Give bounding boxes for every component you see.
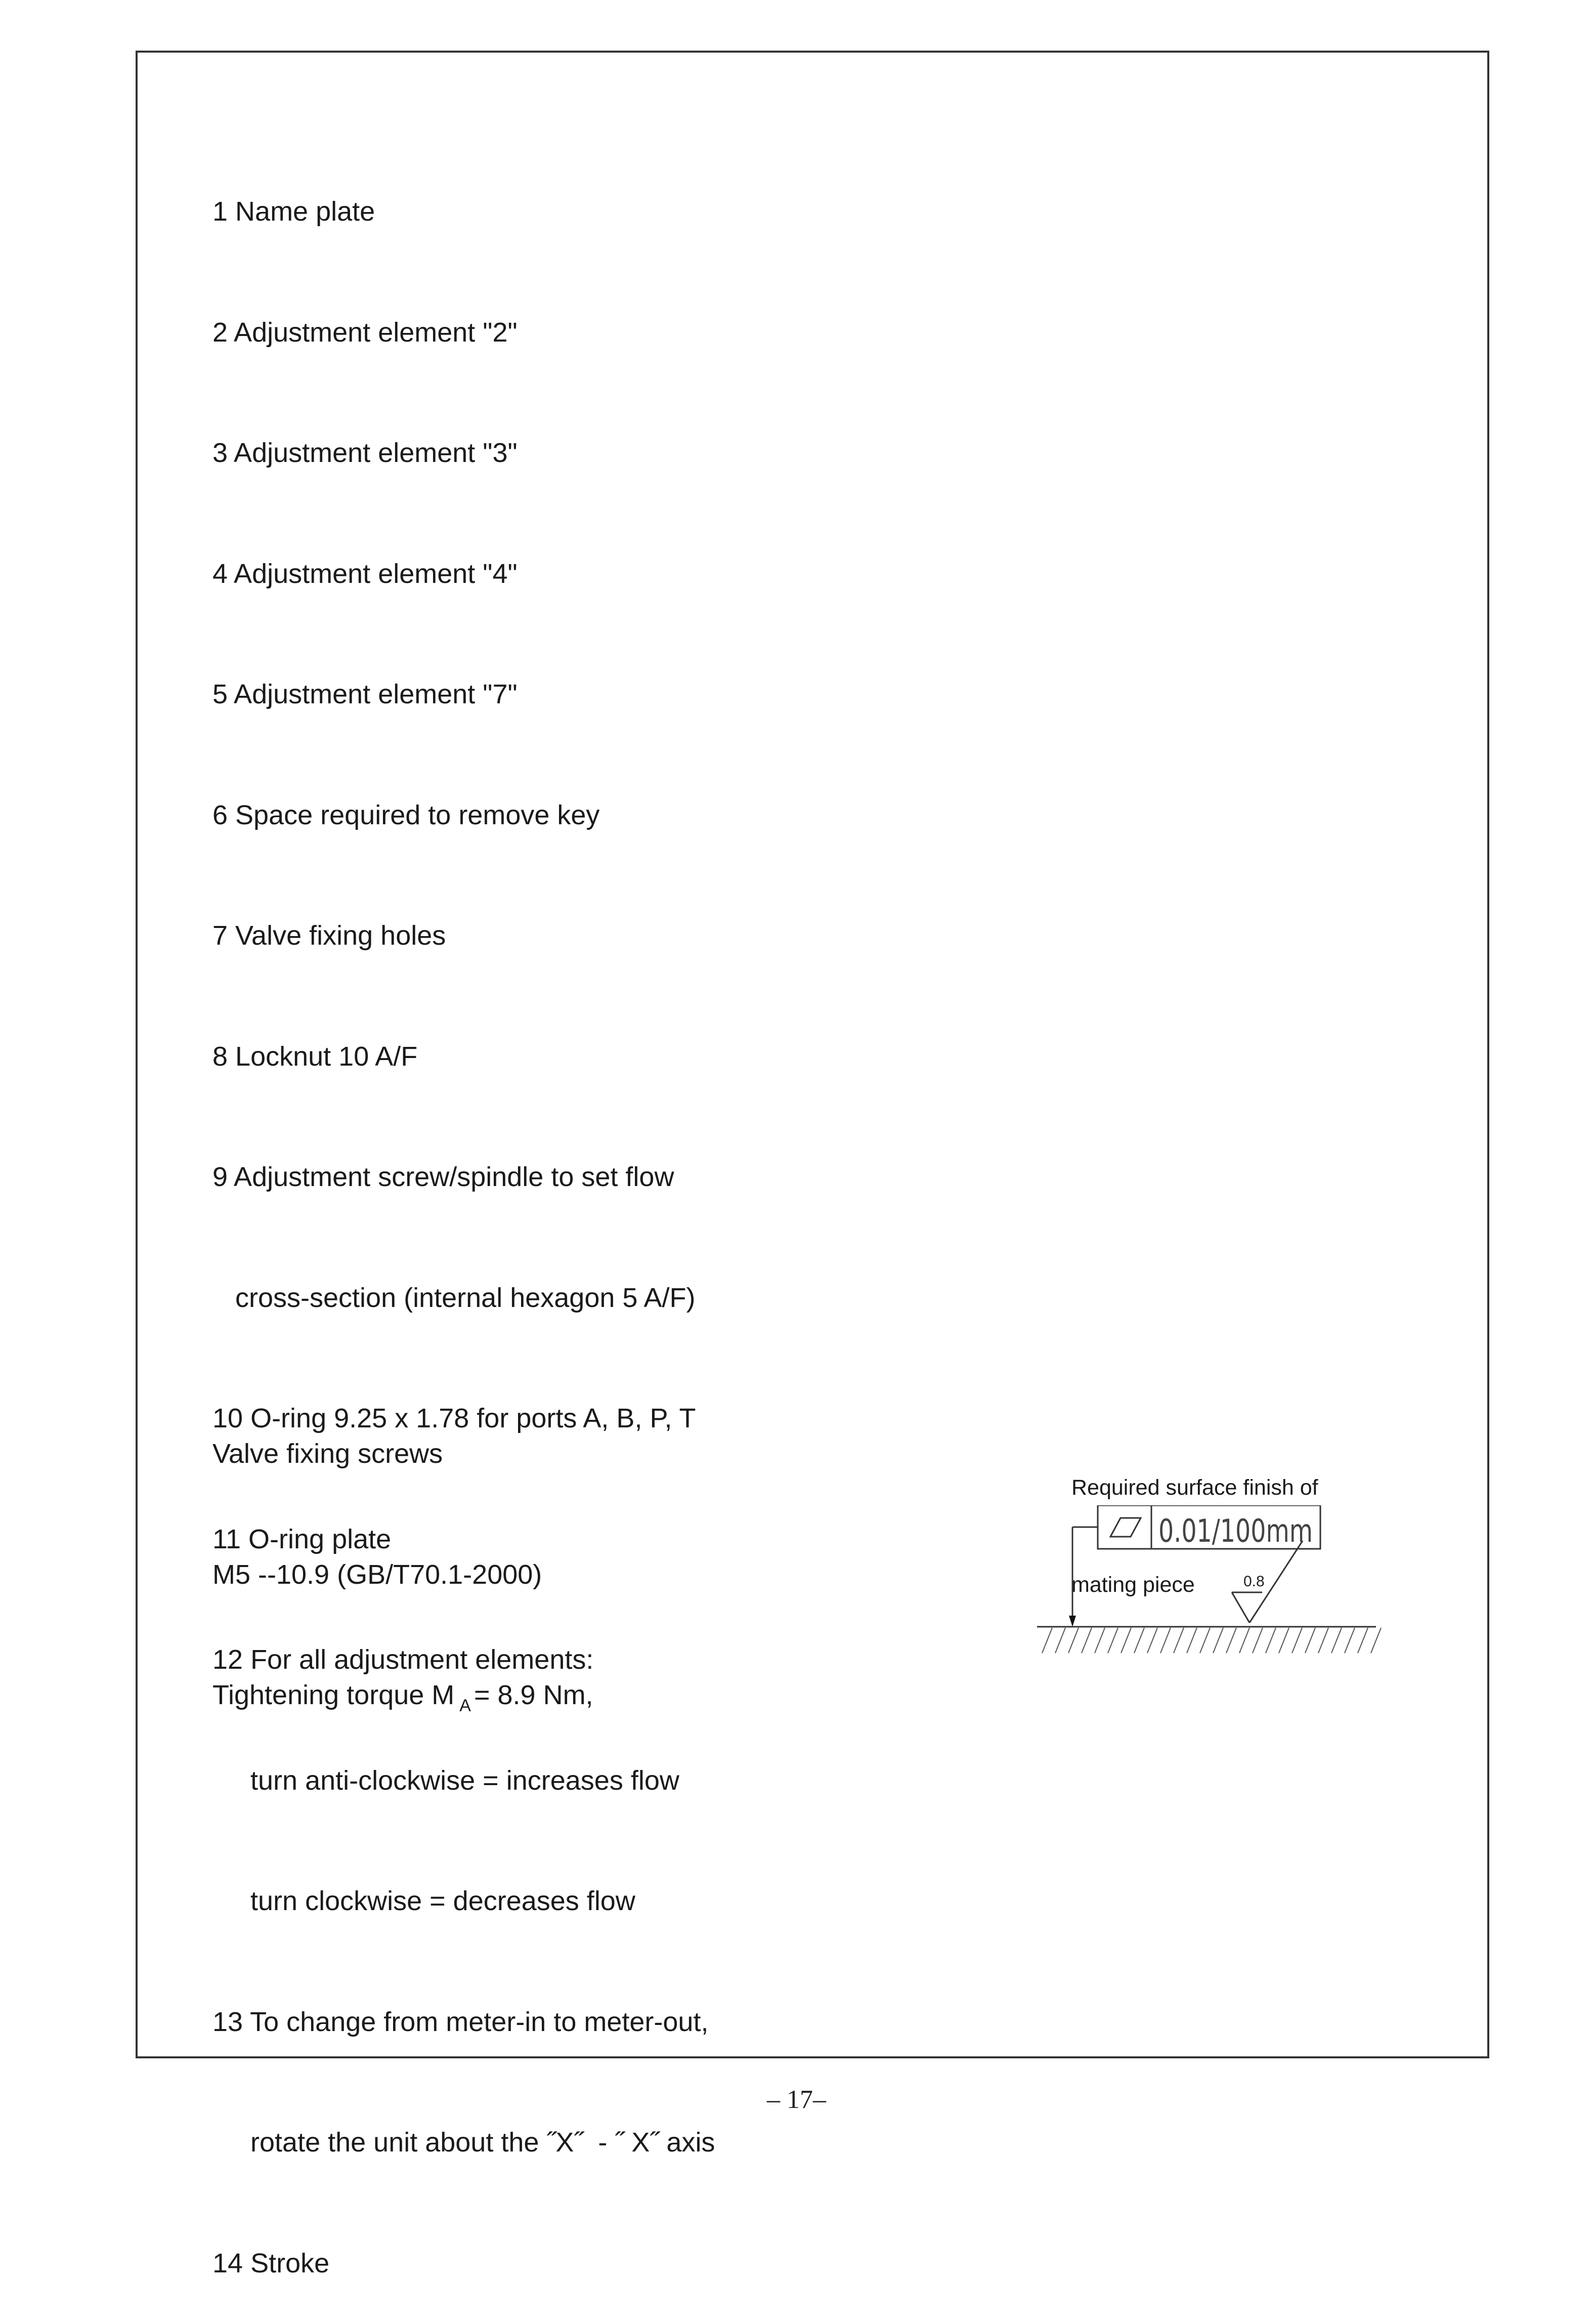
hatch-line bbox=[1345, 1628, 1355, 1653]
hatch-line bbox=[1200, 1628, 1210, 1653]
surface-hatching bbox=[1042, 1628, 1381, 1653]
legend-item: 8 Locknut 10 A/F bbox=[212, 1041, 418, 1072]
hatch-line bbox=[1292, 1628, 1302, 1653]
flatness-icon bbox=[1110, 1518, 1141, 1537]
legend-item: 9 Adjustment screw/spindle to set flow bbox=[212, 1162, 674, 1192]
legend-item: 7 Valve fixing holes bbox=[212, 920, 446, 951]
leader-arrow-icon bbox=[1069, 1616, 1076, 1627]
hatch-line bbox=[1358, 1628, 1368, 1653]
hatch-line bbox=[1318, 1628, 1328, 1653]
hatch-line bbox=[1187, 1628, 1197, 1653]
hatch-line bbox=[1174, 1628, 1184, 1653]
hatch-line bbox=[1160, 1628, 1171, 1653]
legend-item: 2 Adjustment element "2" bbox=[212, 317, 518, 348]
hatch-line bbox=[1331, 1628, 1342, 1653]
legend-item: 5 Adjustment element "7" bbox=[212, 679, 518, 709]
legend-item: 12 For all adjustment elements: bbox=[212, 1644, 594, 1675]
torque-suffix: = 8.9 Nm, bbox=[473, 1680, 593, 1710]
hatch-line bbox=[1042, 1628, 1052, 1653]
torque-subscript: A bbox=[459, 1696, 471, 1715]
hatch-line bbox=[1239, 1628, 1250, 1653]
hatch-line bbox=[1371, 1628, 1381, 1653]
screws-title: Valve fixing screws bbox=[212, 1439, 443, 1469]
hatch-line bbox=[1147, 1628, 1157, 1653]
screws-spec: M5 --10.9 (GB/T70.1-2000) bbox=[212, 1559, 542, 1590]
legend-item: 11 O-ring plate bbox=[212, 1524, 392, 1554]
hatch-line bbox=[1213, 1628, 1223, 1653]
hatch-line bbox=[1305, 1628, 1315, 1653]
hatch-line bbox=[1279, 1628, 1289, 1653]
legend-item-continuation: turn anti-clockwise = increases flow bbox=[212, 1765, 679, 1796]
caption-line-1: Required surface finish of bbox=[1071, 1475, 1318, 1500]
hatch-line bbox=[1226, 1628, 1236, 1653]
hatch-line bbox=[1134, 1628, 1144, 1653]
parts-legend bbox=[212, 111, 715, 2324]
legend-item-continuation: rotate the unit about the ˝X˝ - ˝ X˝ axis bbox=[212, 2127, 715, 2158]
hatch-line bbox=[1068, 1628, 1079, 1653]
legend-item-continuation: turn clockwise = decreases flow bbox=[212, 1886, 635, 1916]
legend-item: 3 Adjustment element "3" bbox=[212, 438, 518, 468]
torque-prefix: Tightening torque M bbox=[212, 1680, 455, 1710]
flatness-tolerance-value: 0.01/100mm bbox=[1158, 1512, 1313, 1549]
hatch-line bbox=[1108, 1628, 1118, 1653]
legend-item: 14 Stroke bbox=[212, 2248, 330, 2278]
surface-finish-symbol bbox=[1037, 1505, 1391, 1677]
tightening-torque bbox=[212, 1675, 593, 1716]
hatch-line bbox=[1095, 1628, 1105, 1653]
roughness-left-leg bbox=[1232, 1592, 1250, 1623]
hatch-line bbox=[1082, 1628, 1092, 1653]
legend-item: 4 Adjustment element "4" bbox=[212, 558, 518, 589]
hatch-line bbox=[1055, 1628, 1065, 1653]
caption-line-2: mating piece bbox=[1071, 1573, 1195, 1597]
hatch-line bbox=[1121, 1628, 1131, 1653]
legend-item: 13 To change from meter-in to meter-out, bbox=[212, 2006, 709, 2037]
page-number: – 17– bbox=[767, 2085, 826, 2114]
legend-item: 6 Space required to remove key bbox=[212, 799, 600, 830]
fixing-screws-spec bbox=[212, 1354, 593, 1756]
hatch-line bbox=[1253, 1628, 1263, 1653]
hatch-line bbox=[1266, 1628, 1276, 1653]
legend-item: 1 Name plate bbox=[212, 196, 375, 227]
legend-item-continuation: cross-section (internal hexagon 5 A/F) bbox=[212, 1282, 696, 1313]
legend-item: 10 O-ring 9.25 x 1.78 for ports A, B, P, T bbox=[212, 1403, 696, 1433]
roughness-value: 0.8 bbox=[1243, 1573, 1265, 1590]
